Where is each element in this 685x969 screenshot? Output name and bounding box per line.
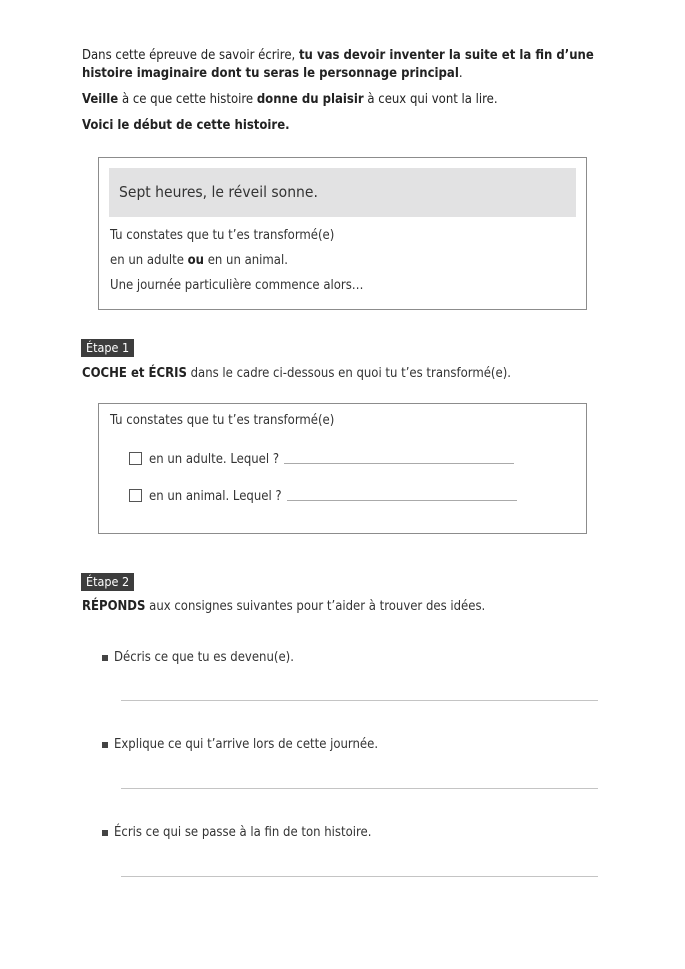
intro-paragraph-3 (82, 117, 612, 135)
story-heading: Sept heures, le réveil sonne. (109, 168, 576, 217)
intro-text: à ce que cette histoire (118, 92, 257, 107)
step-2-badge: Étape 2 (81, 573, 134, 591)
intro-paragraph-1 (82, 47, 612, 83)
story-line-2 (110, 253, 288, 268)
bullet-square-icon (102, 655, 108, 661)
intro-emphasis: Voici le début de cette histoire. (82, 118, 290, 133)
prompt-text: Décris ce que tu es devenu(e). (114, 650, 294, 665)
answer-line-animal[interactable] (287, 500, 517, 501)
intro-text: Dans cette épreuve de savoir écrire, (82, 48, 299, 63)
checkbox-animal[interactable] (129, 489, 142, 502)
step-2-instruction (82, 599, 485, 614)
prompt-text: Explique ce qui t’arrive lors de cette journée. (114, 737, 379, 752)
prompt-item-3 (102, 825, 371, 840)
story-box (98, 157, 587, 310)
intro-text: à ceux qui vont la lire. (363, 92, 498, 107)
option-adult-label: en un adulte. Lequel ? (149, 452, 280, 467)
answer-line-1[interactable] (121, 700, 598, 701)
step-1-instruction-text: dans le cadre ci-dessous en quoi tu t’es transformé(e). (186, 366, 511, 381)
story-text: en un animal. (204, 253, 288, 268)
step-2-instruction-text: aux consignes suivantes pour t’aider à trouver des idées. (145, 599, 486, 614)
answer-line-adult[interactable] (284, 463, 514, 464)
step-2-verb: RÉPONDS (82, 599, 146, 614)
story-text: en un adulte (110, 253, 188, 268)
transformation-box-title: Tu constates que tu t’es transformé(e) (110, 413, 335, 428)
step-1-instruction (82, 366, 511, 381)
story-emphasis: ou (187, 253, 204, 268)
prompt-item-2 (102, 737, 378, 752)
checkbox-adult[interactable] (129, 452, 142, 465)
intro-period: . (458, 66, 463, 81)
step-1-badge: Étape 1 (81, 339, 134, 357)
intro-emphasis: tu vas devoir inventer la suite et la fin d’une histoire imaginaire dont tu seras le personnage principal (82, 48, 594, 81)
story-line-1: Tu constates que tu t’es transformé(e) (110, 228, 335, 243)
bullet-square-icon (102, 742, 108, 748)
option-animal (129, 489, 517, 504)
transformation-box (98, 403, 587, 534)
answer-line-2[interactable] (121, 788, 598, 789)
prompt-text: Écris ce qui se passe à la fin de ton histoire. (114, 825, 372, 840)
story-line-3: Une journée particulière commence alors… (110, 278, 364, 293)
intro-paragraph-2 (82, 91, 612, 109)
step-1-verb: COCHE et ÉCRIS (82, 366, 187, 381)
option-adult (129, 452, 514, 467)
prompt-item-1 (102, 650, 294, 665)
option-animal-label: en un animal. Lequel ? (149, 489, 282, 504)
bullet-square-icon (102, 830, 108, 836)
intro-emphasis: Veille (82, 92, 119, 107)
answer-line-3[interactable] (121, 876, 598, 877)
intro-emphasis: donne du plaisir (256, 92, 364, 107)
